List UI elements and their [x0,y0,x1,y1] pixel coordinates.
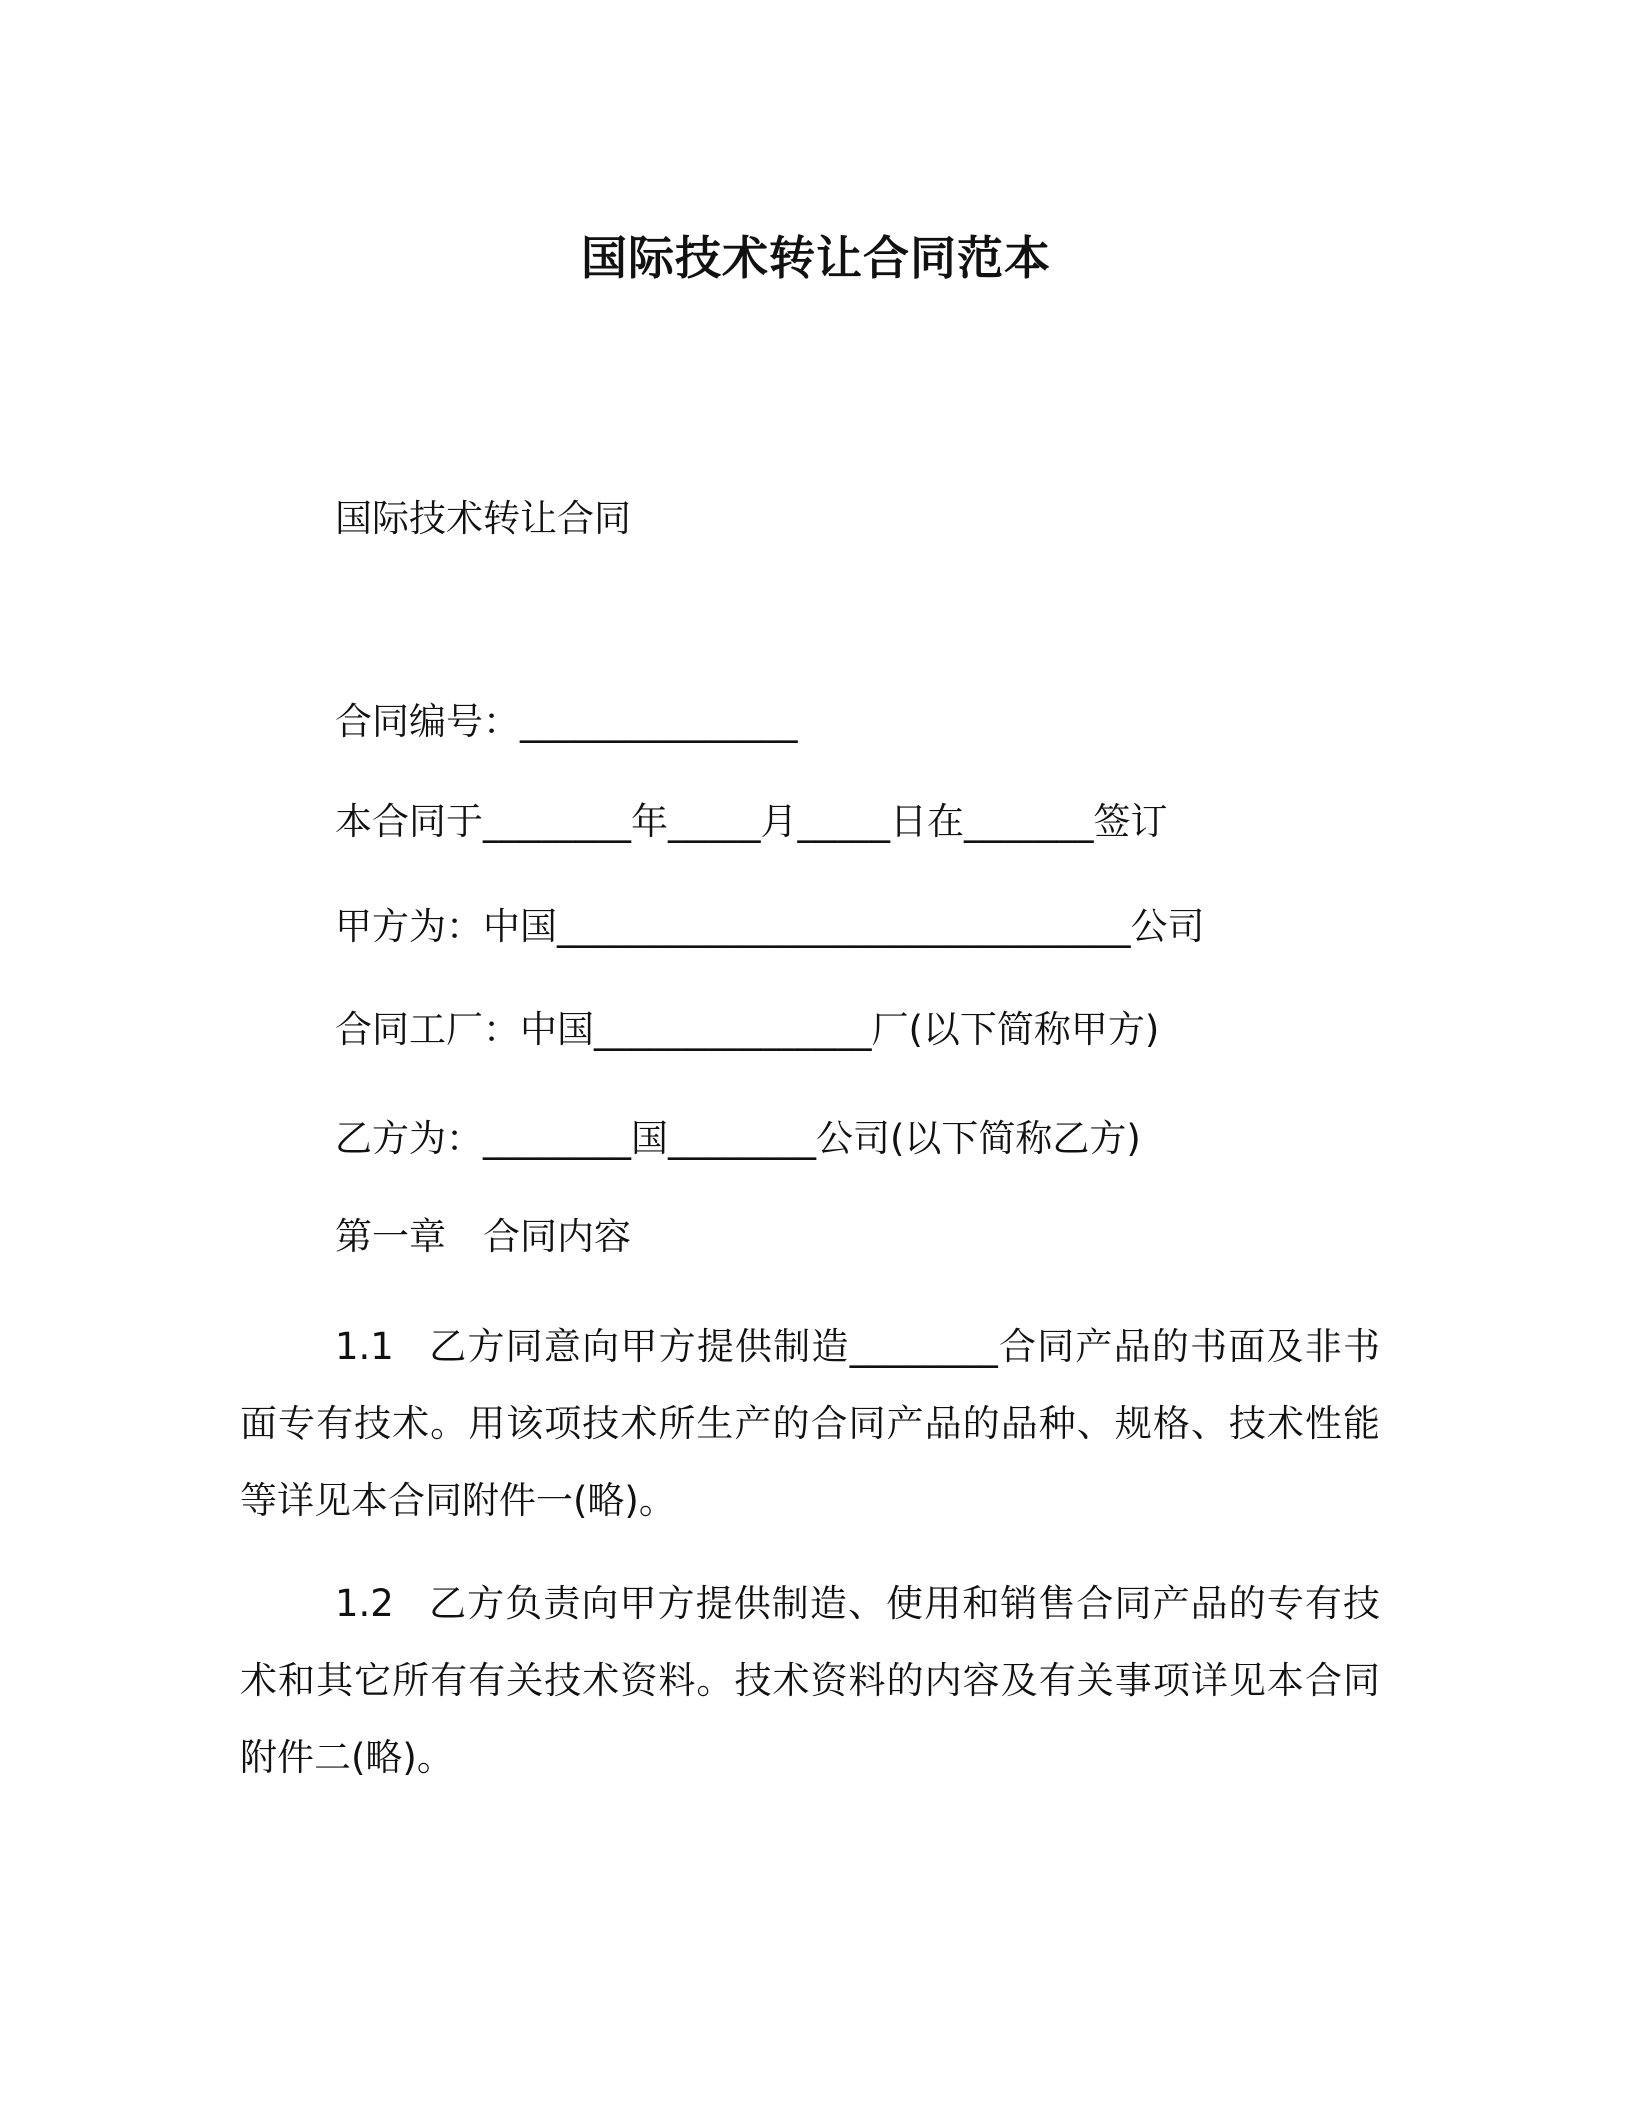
signing-date-line: 本合同于________年_____月_____日在_______签订 [335,800,1168,843]
clause-text: 乙方负责向甲方提供制造、使用和销售合同产品的专有技术和其它所有有关技术资料。技术资料的内容及有关事项详见本合同附件二(略)。 [240,1582,1380,1779]
clause-1-1 [240,1308,1380,1539]
party-b-line: 乙方为：________国________公司(以下简称乙方) [335,1117,1141,1160]
party-a-line: 甲方为：中国_______________________________公司 [335,905,1205,948]
clause-number: 1.2 [335,1582,394,1625]
contract-subtitle: 国际技术转让合同 [335,497,631,540]
contract-number-line: 合同编号：_______________ [335,700,798,743]
clause-1-2 [240,1565,1380,1796]
clause-text: 乙方同意向甲方提供制造________合同产品的书面及非书面专有技术。用该项技术所生产的合同产品的品种、规格、技术性能等详见本合同附件一(略)。 [240,1325,1380,1522]
contract-factory-line: 合同工厂：中国_______________厂(以下简称甲方) [335,1008,1160,1051]
chapter-heading: 第一章 合同内容 [335,1215,631,1258]
document-title: 国际技术转让合同范本 [581,231,1051,285]
clause-number: 1.1 [335,1325,394,1368]
